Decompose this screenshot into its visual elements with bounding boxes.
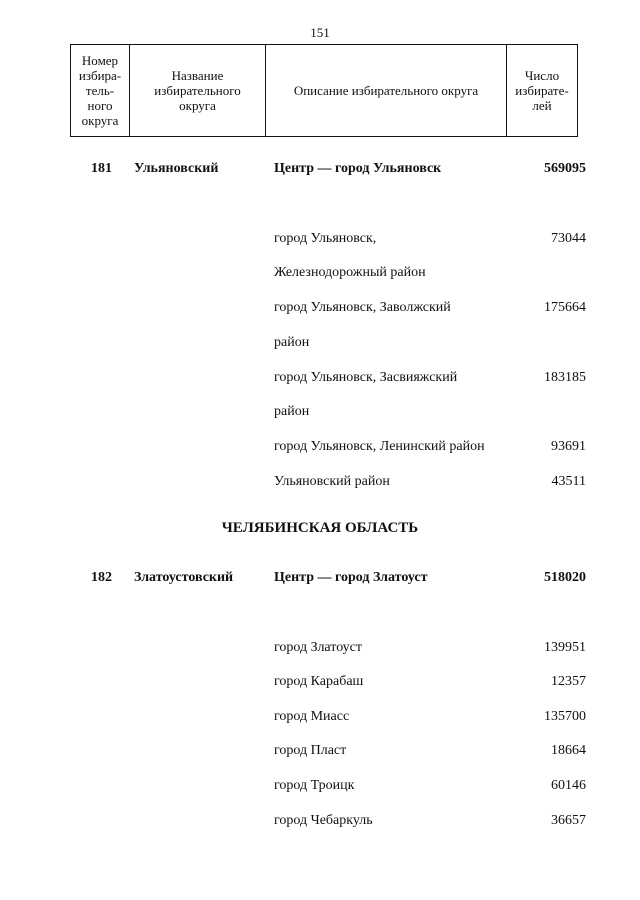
part-voters: 73044 <box>551 231 586 246</box>
part-voters: 36657 <box>551 813 586 828</box>
part-description: город Чебаркуль <box>274 813 373 828</box>
part-description: Ульяновский район <box>274 474 390 489</box>
page-number: 151 <box>310 25 330 40</box>
table-header <box>70 44 578 137</box>
part-description: город Ульяновск, Заволжский <box>274 300 451 315</box>
part-voters: 135700 <box>544 709 586 724</box>
region-title: ЧЕЛЯБИНСКАЯ ОБЛАСТЬ <box>221 520 419 536</box>
part-description: город Миасс <box>274 709 350 724</box>
part-voters: 60146 <box>551 778 586 793</box>
part-voters: 93691 <box>551 439 586 454</box>
part-voters: 175664 <box>544 300 586 315</box>
district-number: 182 <box>91 570 112 585</box>
part-description: район <box>274 335 310 350</box>
header-col-name: Название избирательного округа <box>130 45 266 137</box>
part-description: город Ульяновск, Ленинский район <box>274 439 485 454</box>
district-center: Центр — город Златоуст <box>274 570 428 585</box>
part-description: район <box>274 404 310 419</box>
part-description: город Ульяновск, <box>274 231 377 246</box>
part-description: Железнодорожный район <box>274 265 426 280</box>
part-description: город Златоуст <box>274 640 363 655</box>
part-voters: 18664 <box>551 743 586 758</box>
part-voters: 139951 <box>544 640 586 655</box>
part-description: город Троицк <box>274 778 355 793</box>
district-total-voters: 518020 <box>544 570 586 585</box>
header-col-description: Описание избирательного округа <box>266 45 507 137</box>
district-center: Центр — город Ульяновск <box>274 161 442 176</box>
part-description: город Пласт <box>274 743 347 758</box>
part-description: город Ульяновск, Засвияжский <box>274 370 458 385</box>
part-voters: 43511 <box>551 474 586 489</box>
part-description: город Карабаш <box>274 674 364 689</box>
header-col-number: Номер избира- тель- ного округа <box>71 45 130 137</box>
part-voters: 12357 <box>551 674 586 689</box>
district-name: Ульяновский <box>134 161 219 176</box>
header-col-voters: Число избирате- лей <box>507 45 578 137</box>
district-name: Златоустовский <box>134 570 234 585</box>
district-total-voters: 569095 <box>544 161 586 176</box>
part-voters: 183185 <box>544 370 586 385</box>
district-number: 181 <box>91 161 112 176</box>
